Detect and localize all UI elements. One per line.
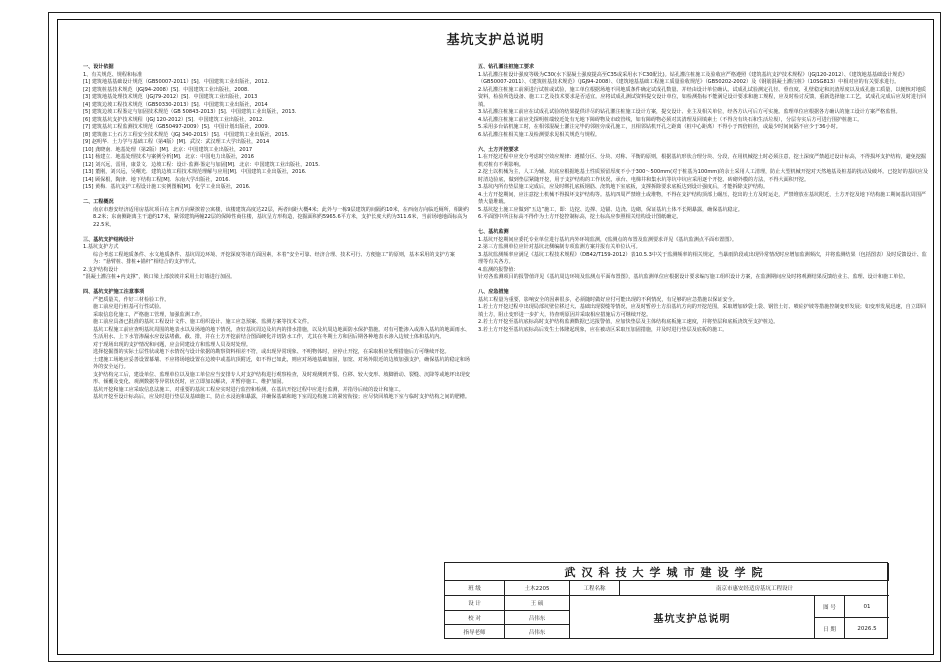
date-value: 2026.5 bbox=[857, 625, 877, 632]
section-heading: 二、工程概况 bbox=[83, 199, 114, 205]
paragraph: [1] 建筑地基基础设计规范（GB50007-2011）[S]．中国建筑工业出版社，2012. bbox=[83, 79, 270, 85]
drawing-frame bbox=[57, 19, 934, 655]
paragraph: 2.挖土以机械为主，人工为辅。坑底应根据地基土性质预留厚度不小于300～500mm(对于桩基为100mm)的余土采用人工清理，防止大型机械开挖对天然地基及桩基的扰动及破坏。已挖好的基坑应及时清边验底，做到垫层紧随开挖，用于支护结构的工作状况，承台、电梯井和集水坑等坑中坑应采用逐个开挖、砖砌外模的方法，不得大面积开挖。 bbox=[478, 169, 929, 183]
paragraph: 基坑开挖至设计标高后，应及时进行垫层及基础施工，防止水浸泡和暴露，并确保基础和地下室周边构施工的紧密衔接；应尽快回填地下室与临时支护结构之间的肥槽。 bbox=[93, 394, 470, 400]
section-heading: 五、钻孔灌注桩施工要求 bbox=[478, 64, 535, 70]
spacer bbox=[83, 192, 471, 200]
paragraph: 1.钻孔灌注桩设计强度等级为C30(水下混凝土强度提高至C35或采用水下C30配比)。钻孔灌注桩施工及验收应严格遵照《建筑基坑支护技术规程》（JGJ120-2012）、《建筑地基基础设计规范》（GB50007-2011）、《建筑桩基技术规范》（JGJ94-2008）、《建筑地基基础工程施工质量验收规范》（GB50202-2002）及《钢筋混凝土灌注桩》（10SG813）中相对应的有关要求进行。 bbox=[478, 71, 908, 85]
paragraph: 3.钻孔灌注桩施工前应在试成孔试验的结果提供详尽的钻孔灌注桩施工设计方案，提交设计、业主及相关单位，经各方认可后方可实施。监理单位应根据各方确认的施工设计方案严格监督。 bbox=[478, 109, 901, 115]
paragraph: 采取信息化施工，严格施工管理，加强监测工作。 bbox=[93, 311, 206, 318]
section-heading: 六、土方开挖要求 bbox=[478, 146, 519, 153]
paragraph: 1、有关规范、规程和标准 bbox=[83, 71, 143, 78]
paragraph: 选择挖掘图的实际土层性状或地下水情况与设计依据的勘察资料相差不符，或出现异常现象、不明物体时，应停止开挖，在采取相应处理措施后方可继续开挖。 bbox=[93, 349, 450, 355]
paragraph: 2.若土方开挖至基坑底标高时支护结构监测数据已达报警值，应加快垫层及主体结构底板施工速度，并将垫层和底板浇筑至支护桩边。 bbox=[478, 319, 779, 325]
drawing-name: 基坑支护总说明 bbox=[570, 596, 815, 639]
paragraph: 4.土方开挖期间，应注意挖土机械不得损坏支护结构等。基坑四周严禁堆土或堆物，不得在支护结构顶部上碾压，挖出的土方及时运走，严禁堆放在基坑附近，土方开挖及地下结构施工期间基坑周围严禁大量堆载。 bbox=[478, 191, 927, 205]
paragraph: 2.钻孔灌注桩施工前须进行试桩或试验，施工单位根据场地不同地质条件确定试成孔数量、并经由设计单位确认。试成孔试验测定孔径、垂直度、孔壁稳定和沉渣厚度以及成孔施工质量，以便核对地质资料，检验所选设备、施工工艺及技术要求是否适宜。应将试成孔测试资料提交设计单位，如检测指标不能满足设计要求和施工规程，应及时检讨反馈，重新选择施工工艺，试成孔完成后应及时进行回填。 bbox=[478, 86, 927, 108]
paragraph: [10] 龚晓南．地基处理（第2版）[M]．北京：中国建筑工业出版社，2017 bbox=[83, 146, 253, 153]
paragraph: 土建施工场地应妥善设置幕墙、不应将场地设置在边坡中或基坑顶附近，如不得已如此，则应对场地基础加固，加宽、对场外限近的边坡加强支护，确保基坑的稳定和场外的安全运行。 bbox=[93, 356, 470, 370]
section-heading: 八、应急措施 bbox=[478, 289, 509, 295]
paragraph: 6.平面图中所注标高不得作为土方开挖控制标高，挖土标高应参照相关结构设计图纸确定。 bbox=[478, 214, 682, 220]
paragraph: 针对各监测项目的报警值详见《基坑周边环境及监测点平面布置图》，基坑监测单位应根据设计要求编写施工组织设计方案，在监测期间应及时将观测结果反馈给业主、监理、设计和施工单位。 bbox=[478, 274, 909, 280]
date-label: 日 期 bbox=[815, 618, 845, 639]
class-value: 土木2205 bbox=[505, 581, 570, 596]
drawing-no-label: 图 号 bbox=[815, 596, 845, 618]
paragraph: 支护结构完工后，建设单位、监理单位以及施工单位应当安排专人对支护结构进行观察检查，及时观测到开裂、位移、较大变形、坡脚滑动、裂缝、沉降等或地坪出现变形、倾覆及变化、观测数据等异常状况时，应立即加以解决，并暂停施工、维护加固。 bbox=[93, 371, 470, 385]
design-label: 设 计 bbox=[445, 596, 505, 611]
project-value: 南京市惠安经适房基坑工程设计 bbox=[620, 581, 889, 596]
section-heading: 三、基坑支护结构设计 bbox=[83, 236, 134, 243]
drawing-title: 基坑支护总说明 bbox=[446, 33, 545, 48]
paragraph: 5.采用多台钻机施工时，在相邻混凝土灌注完毕的邻桩旁成孔施工，且相邻钻机开孔之距离（桩中心距离）不得小于四倍桩径，或最少时间间隔不应少于36小时。 bbox=[478, 124, 841, 130]
paragraph: 综合考虑工程地质条件、水文地质条件、基坑周边环境、开挖深度等诸方面因素，本着“安全可靠、经济合理、技术可行、方便施工”的原则，基本采用的支护方案为：“悬臂桩、排桩+锚杆”相结合的支护形式。 bbox=[93, 251, 455, 265]
paragraph: 3.基坑内所有垫层施工完成后，应及时绑扎底板钢筋、浇筑地下室底板，支撑拆除要求底板达到设计强度后，才能拆除支护结构。 bbox=[478, 184, 769, 190]
paragraph: 南京市惠安经济适用房基坑项目在主西方向紧挨着公寓楼，该楼建筑高度达22层，两者间距大概4米；此外与一栋9层建筑的间隔约10米，在西南方向临近厕所，相距约8.2米；东南侧距离主干道约17米，紧邻建筑两幢22层的保障性商住楼，基坑呈方形构造，挖掘面积约5965.6平方米，支护长度大约为311.6米，当前场地地面标高为22.5米。 bbox=[93, 206, 470, 228]
paragraph: 对于现场出现的支护情况和问题，应会同建设方和监理人员及时处理。 bbox=[93, 341, 251, 348]
paragraph: 严把质量关，作好三材检验工作。 bbox=[93, 296, 170, 303]
paragraph: 2.第三方监测单位应针对基坑北侧编制专项监测方案并报有关单位认可。 bbox=[478, 244, 641, 250]
paragraph: 2.支护结构设计 bbox=[83, 266, 119, 273]
paragraph: 施工前应进行桩基可行性试验。 bbox=[93, 304, 165, 310]
paragraph: [12] 刘兴远，雷用，康景文．边坡工程：设计·监测·鉴定与加固[M]．北京：中国建筑工业出版社，2015. bbox=[83, 161, 320, 168]
right-column bbox=[478, 64, 929, 334]
paragraph: [6] 建筑基坑支护技术规程（JGJ 120-2012）[S]．中国建筑工业出版社，2012. bbox=[83, 116, 264, 123]
paragraph: 3.若土方开挖至基坑底标高后发生土体隆起现象，应在被动区采取压加固措施，并及时进行垫层及底板的施工。 bbox=[478, 326, 728, 333]
section-heading: 七、基坑监测 bbox=[478, 229, 509, 235]
class-label: 班 级 bbox=[445, 581, 505, 596]
paragraph: [14] 顾保根，陶津．地下结构工程[M]．东南大学出版社，2016. bbox=[83, 176, 231, 183]
university-name: 武汉科技大学城市建设学院 bbox=[445, 563, 889, 581]
paragraph: [5] 建筑边坡工程鉴定与加固技术规范（GB 50843-2013）[S]．中国建筑工业出版社，2013. bbox=[83, 109, 297, 115]
spacer bbox=[83, 282, 471, 290]
left-column bbox=[83, 64, 471, 402]
check-label: 校 对 bbox=[445, 611, 505, 625]
paragraph: 1.基坑开挖期间应委托专业单位进行基坑内外环境监测，(监测点的布置及监测要求详见《基坑监测点平面布置图》。 bbox=[478, 236, 737, 243]
paragraph: [3] 建筑地基处理技术规范（JGJ79-2012）[S]．中国建筑工业出版社，2013 bbox=[83, 94, 258, 100]
paragraph: 3.基坑监测频率应满足《基坑工程技术规程》（DB42/T159-2012）表10.5.3中关于监测频率的相关规定，当暴雨阶段或出现异常情况时应增加监测频次，并将监测结果（包括图表）及时反馈设计、监理等有关各方。 bbox=[478, 251, 927, 265]
paragraph: “混凝土灌注桩+内支撑”，锁口梁上部放坡并采用土钉墙进行加固。 bbox=[83, 274, 236, 280]
paragraph: 1.若土方开挖过程中出现局部坑壁位移过大、基础出现裂缝等情况，应及时暂停土方沿基坑方向的开挖范围，采取增加砂袋土袋、钢管土钉、喷砼护坡等措施控制变形发展；如变形发展迅速，自立即回填土方，阻止变形进一步扩大，待查明原因并采取相应措施后方可继续开挖。 bbox=[478, 304, 927, 318]
drawing-no-value: 01 bbox=[845, 596, 889, 618]
paragraph: 6.钻孔灌注桩相关施工及检测要求见相关规范与规程。 bbox=[478, 131, 601, 138]
paragraph: 基坑工程施工前应查明基坑周围的地表水以及场地的地下情况，查好基坑周边及坑内的排水措施，以及坑周边地面防水保护措施。对有可能渗入或渗入基坑的地面雨水、生活用水、上下水管渗漏水应设法堵截、截、排，并在土方开挖前结合图面硬化并切防水工作，尤其在冬期土方和因后期各种地表水渗入边坡土体和基坑内。 bbox=[93, 326, 470, 340]
spacer bbox=[478, 222, 929, 230]
title-block bbox=[444, 562, 888, 639]
project-label: 工程名称 bbox=[570, 581, 620, 596]
design-value: 王 硕 bbox=[505, 596, 570, 611]
advisor-label: 指导老师 bbox=[445, 625, 505, 639]
spacer bbox=[478, 282, 929, 290]
paragraph: [15] 黄梅．基坑支护工程设计施工实例图解[M]．化学工业出版社，2016. bbox=[83, 184, 251, 190]
paragraph: [7] 建筑基坑工程监测技术规范（GB50497-2009）[S]．中国计划出版社，2009. bbox=[83, 124, 270, 130]
paragraph: [9] 赵明华．土力学与基础工程（第4版）[M]．武汉：武汉理工大学出版社，2014 bbox=[83, 139, 270, 145]
section-heading: 四、基坑支护施工注意事项 bbox=[83, 289, 145, 295]
paragraph: [13] 董刚，刘兴远，吴曙光．建筑边坡工程技术规范理解与应用[M]．中国建筑工业出版社，2016. bbox=[83, 169, 307, 175]
advisor-value: 吕伟东 bbox=[505, 625, 570, 639]
spacer bbox=[478, 139, 929, 147]
section-heading: 一、设计依据 bbox=[83, 64, 114, 70]
paragraph: 1.在开挖过程中应充分考虑时空效应规律：遵循分区、分块、对称、平衡的原则，根据基坑形状合理分块、分段，在用机械挖土时必须注意，挖土深度严禁超过设计标高，不得损坏支护结构，避免挖掘机对桩有不利影响。 bbox=[478, 154, 927, 168]
paragraph: [2] 建筑桩基技术规范（JGJ94-2008）[S]．中国建筑工业出版社，2008. bbox=[83, 86, 249, 93]
paragraph: 1.基坑支护方式 bbox=[83, 244, 119, 250]
paragraph: 4.监测的报警值： bbox=[478, 266, 519, 273]
paragraph: [4] 建筑边坡工程技术规范（GB50330-2013）[S]．中国建筑工业出版社，2014 bbox=[83, 101, 268, 108]
paragraph: 基坑开挖和施工应采取信息法施工，对重要的基坑工程应实时进行监控和检测，在基坑开挖过程中应进行监测，并指导后续的设计和施工。 bbox=[93, 386, 404, 393]
paragraph: 施工前应具备已批准的基坑工程设计文件、施工组织设计、施工应急预案、监测方案等技术文件。 bbox=[93, 319, 313, 325]
paragraph: [11] 杨建立．地基处理技术与案例分析[M]．北京：中国电力出版社，2016 bbox=[83, 154, 254, 160]
check-value: 吕伟东 bbox=[505, 611, 570, 625]
paragraph: 基坑工程量为重要，影响安全的因素很多，必须随时做好应付可能出现的不利情况，有足够的应急措施以保证安全。 bbox=[478, 296, 738, 303]
paragraph: 5.基坑挖土施工应做到“五边”施工，即：边挖、边撑、边锚、边浇、边砌，保证基坑土体不长期暴露，确保基坑稳定。 bbox=[478, 206, 743, 213]
paragraph: [8] 建筑施工土石方工程安全技术规范（JGJ 340-2015）[S]．中国建筑工业出版社，2015. bbox=[83, 131, 290, 138]
spacer bbox=[83, 229, 471, 237]
paragraph: 4.钻孔灌注桩施工前应先探明桩端较近处有无地下障碍物及市政管线，如有障碍物必须对其清理及回填素土（不得含有块石和生活垃圾），分层夯实后方可进行围护桩施工。 bbox=[478, 116, 863, 123]
